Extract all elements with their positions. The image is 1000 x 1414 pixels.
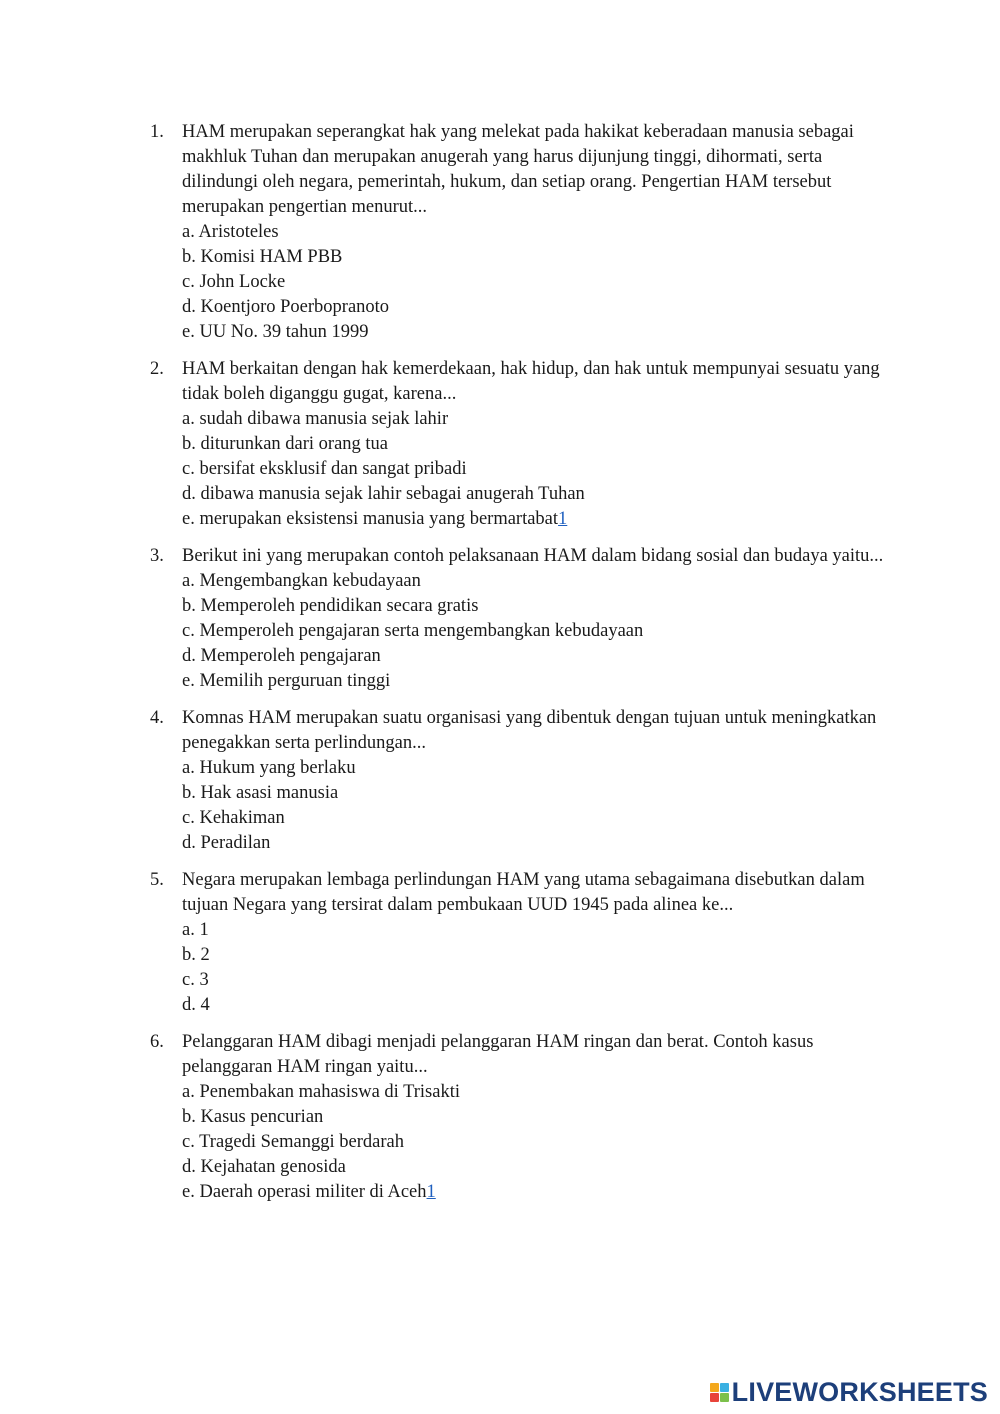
answer-option[interactable]	[182, 943, 890, 968]
answer-options	[182, 220, 890, 345]
answer-option[interactable]	[182, 295, 890, 320]
answer-options	[182, 918, 890, 1018]
answer-option-text: e. Memilih perguruan tinggi	[182, 671, 391, 691]
logo-tile-4	[720, 1393, 729, 1402]
liveworksheets-branding[interactable]	[710, 1377, 988, 1408]
question-6	[150, 1030, 890, 1205]
answer-option-text: b. 2	[182, 945, 210, 965]
answer-option[interactable]	[182, 1155, 890, 1180]
answer-option-text: d. Memperoleh pengajaran	[182, 646, 381, 666]
question-text: Berikut ini yang merupakan contoh pelaksanaan HAM dalam bidang sosial dan budaya yaitu...	[182, 546, 884, 566]
logo-tile-1	[710, 1383, 719, 1392]
answer-option[interactable]	[182, 831, 890, 856]
answer-option[interactable]	[182, 1080, 890, 1105]
question-1	[150, 120, 890, 345]
answer-option-text: c. bersifat eksklusif dan sangat pribadi	[182, 459, 467, 479]
answer-option[interactable]	[182, 507, 890, 532]
answer-option[interactable]	[182, 993, 890, 1018]
answer-option[interactable]	[182, 1105, 890, 1130]
question-text: Pelanggaran HAM dibagi menjadi pelanggaran HAM ringan dan berat. Contoh kasus pelanggaran HAM ringan yaitu...	[182, 1032, 814, 1077]
worksheet	[150, 120, 890, 1217]
answer-option-text: b. Memperoleh pendidikan secara gratis	[182, 596, 479, 616]
answer-option-text: d. 4	[182, 995, 210, 1015]
answer-option[interactable]	[182, 569, 890, 594]
answer-option-text: c. Kehakiman	[182, 808, 285, 828]
question-4	[150, 706, 890, 856]
answer-option[interactable]	[182, 1130, 890, 1155]
answer-option-text: a. 1	[182, 920, 209, 940]
liveworksheets-logo-icon	[710, 1383, 729, 1402]
answer-option[interactable]	[182, 781, 890, 806]
answer-option[interactable]	[182, 320, 890, 345]
question-number: 2.	[150, 359, 164, 379]
answer-option-text: e. Daerah operasi militer di Aceh	[182, 1182, 427, 1202]
answer-option[interactable]	[182, 270, 890, 295]
answer-option[interactable]	[182, 968, 890, 993]
question-number: 1.	[150, 122, 164, 142]
question-text: HAM merupakan seperangkat hak yang melekat pada hakikat keberadaan manusia sebagai makhluk Tuhan dan merupakan anugerah yang harus dijunjung tinggi, dihormati, serta dilindungi oleh negara, pemerintah, hukum, dan setiap orang. Pengertian HAM tersebut merupakan pengertian menurut...	[182, 122, 854, 217]
answer-option[interactable]	[182, 245, 890, 270]
answer-option-text: a. Penembakan mahasiswa di Trisakti	[182, 1082, 460, 1102]
answer-option-text: b. Hak asasi manusia	[182, 783, 339, 803]
answer-options	[182, 1080, 890, 1205]
question-number: 3.	[150, 546, 164, 566]
answer-option-text: a. Mengembangkan kebudayaan	[182, 571, 421, 591]
answer-option[interactable]	[182, 594, 890, 619]
answer-option-text: b. diturunkan dari orang tua	[182, 434, 389, 454]
brand-name: LIVEWORKSHEETS	[731, 1377, 988, 1407]
answer-option-text: d. Koentjoro Poerbopranoto	[182, 297, 390, 317]
answer-option[interactable]	[182, 432, 890, 457]
question-number: 5.	[150, 870, 164, 890]
logo-tile-3	[710, 1393, 719, 1402]
answer-option-text: a. Aristoteles	[182, 222, 279, 242]
answer-options	[182, 569, 890, 694]
answer-option-text: b. Komisi HAM PBB	[182, 247, 343, 267]
answer-option[interactable]	[182, 669, 890, 694]
answer-option-text: e. merupakan eksistensi manusia yang bermartabat	[182, 509, 559, 529]
question-2	[150, 357, 890, 532]
answer-option[interactable]	[182, 1180, 890, 1205]
answer-option-text: b. Kasus pencurian	[182, 1107, 324, 1127]
logo-tile-2	[720, 1383, 729, 1392]
answer-option[interactable]	[182, 918, 890, 943]
answer-option-text: c. 3	[182, 970, 209, 990]
question-number: 4.	[150, 708, 164, 728]
question-number: 6.	[150, 1032, 164, 1052]
answer-option-text: c. John Locke	[182, 272, 286, 292]
question-text: Komnas HAM merupakan suatu organisasi yang dibentuk dengan tujuan untuk meningkatkan penegakkan serta perlindungan...	[182, 708, 877, 753]
question-5	[150, 868, 890, 1018]
question-text: HAM berkaitan dengan hak kemerdekaan, hak hidup, dan hak untuk mempunyai sesuatu yang tidak boleh diganggu gugat, karena...	[182, 359, 880, 404]
answer-option-text: c. Tragedi Semanggi berdarah	[182, 1132, 404, 1152]
answer-option[interactable]	[182, 220, 890, 245]
question-text: Negara merupakan lembaga perlindungan HAM yang utama sebagaimana disebutkan dalam tujuan Negara yang tersirat dalam pembukaan UUD 1945 pada alinea ke...	[182, 870, 865, 915]
answer-option[interactable]	[182, 457, 890, 482]
answer-options	[182, 407, 890, 532]
answer-options	[182, 756, 890, 856]
answer-option-text: a. Hukum yang berlaku	[182, 758, 356, 778]
answer-option[interactable]	[182, 407, 890, 432]
answer-option[interactable]	[182, 482, 890, 507]
answer-option-text: a. sudah dibawa manusia sejak lahir	[182, 409, 449, 429]
reference-link[interactable]: 1	[426, 1182, 436, 1202]
answer-option-text: c. Memperoleh pengajaran serta mengembangkan kebudayaan	[182, 621, 644, 641]
answer-option[interactable]	[182, 806, 890, 831]
answer-option[interactable]	[182, 644, 890, 669]
answer-option-text: d. dibawa manusia sejak lahir sebagai anugerah Tuhan	[182, 484, 585, 504]
answer-option[interactable]	[182, 756, 890, 781]
answer-option-text: e. UU No. 39 tahun 1999	[182, 322, 369, 342]
reference-link[interactable]: 1	[558, 509, 568, 529]
answer-option-text: d. Peradilan	[182, 833, 271, 853]
answer-option-text: d. Kejahatan genosida	[182, 1157, 346, 1177]
question-3	[150, 544, 890, 694]
answer-option[interactable]	[182, 619, 890, 644]
